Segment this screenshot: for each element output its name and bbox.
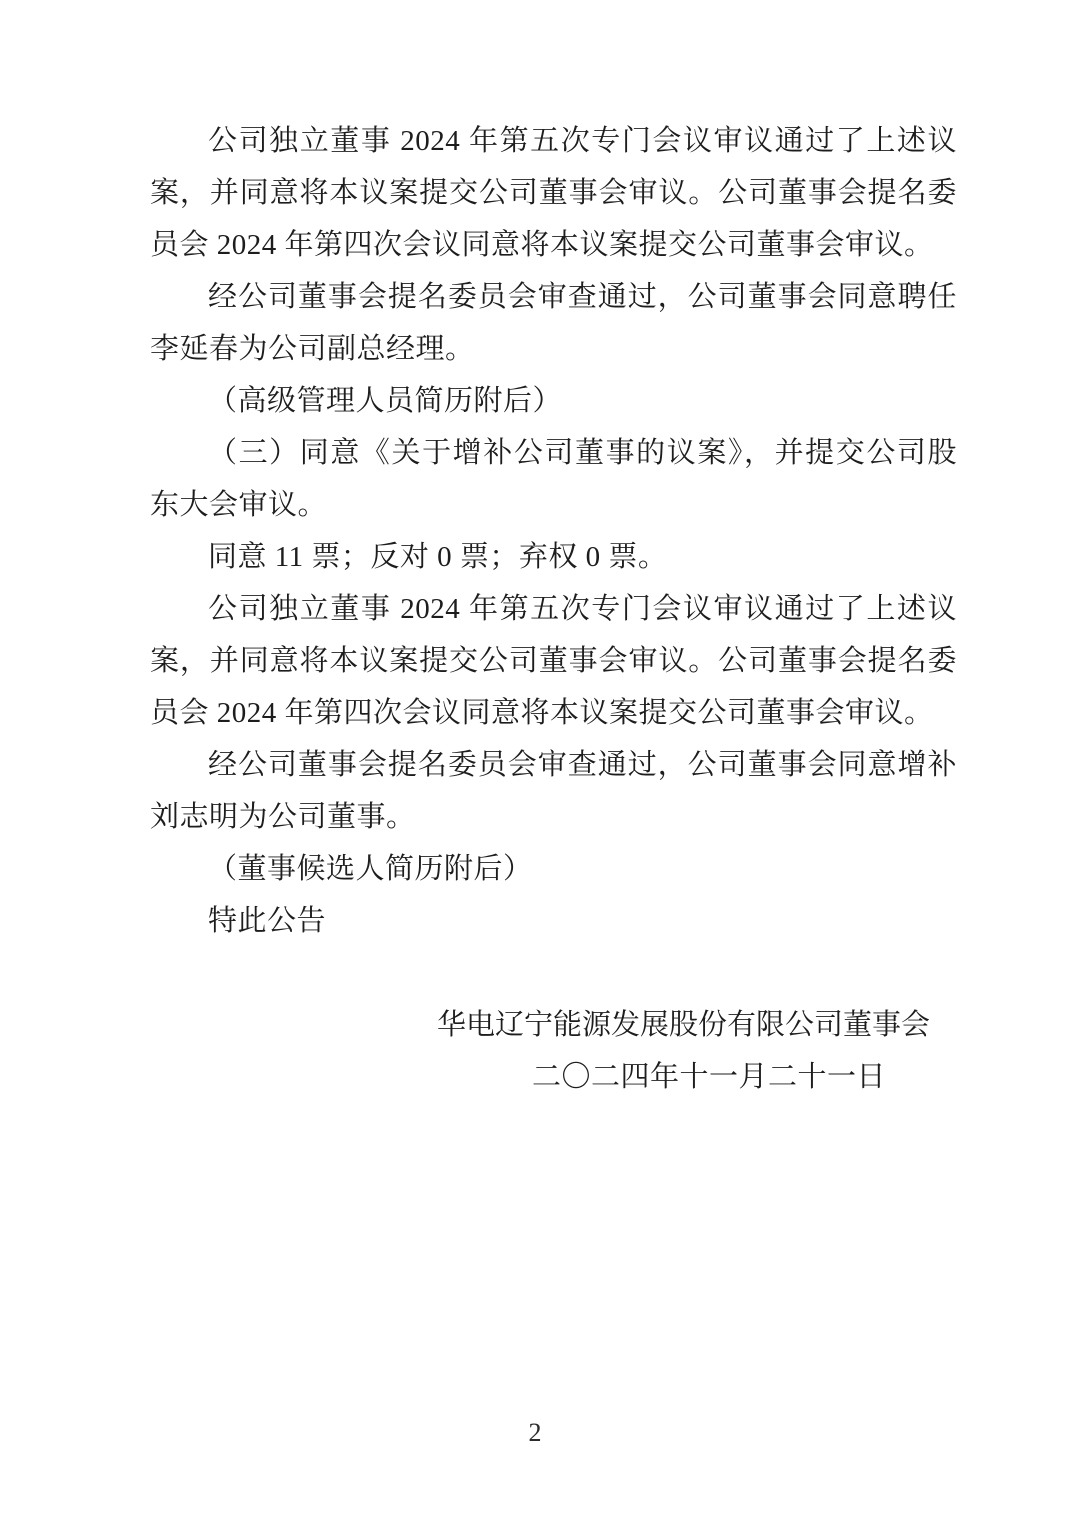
paragraph-senior-manager-resume-note: （高级管理人员简历附后） — [208, 385, 563, 417]
paragraph-vote-result: 同意 11 票；反对 0 票；弃权 0 票。 — [208, 541, 668, 573]
paragraph-director-candidate-resume-note: （董事候选人简历附后） — [208, 853, 533, 885]
page-number: 2 — [528, 1418, 542, 1447]
signature-block — [150, 999, 957, 1103]
paragraph-appointment-li-yanchun: 经公司董事会提名委员会审查通过，公司董事会同意聘任李延春为公司副总经理。 — [150, 281, 957, 365]
paragraph-item-three-proposal: （三）同意《关于增补公司董事的议案》，并提交公司股东大会审议。 — [150, 437, 957, 521]
paragraph-resolution-approval-1: 公司独立董事 2024 年第五次专门会议审议通过了上述议案，并同意将本议案提交公司董事会审议。公司董事会提名委员会 2024 年第四次会议同意将本议案提交公司董事会审议。 — [150, 125, 957, 261]
signature-company: 华电辽宁能源发展股份有限公司董事会 — [436, 1009, 930, 1041]
signature-date: 二〇二四年十一月二十一日 — [531, 1061, 886, 1093]
document-body — [150, 115, 957, 1103]
paragraph-announcement-closing: 特此公告 — [208, 905, 327, 937]
paragraph-appointment-liu-zhiming: 经公司董事会提名委员会审查通过，公司董事会同意增补刘志明为公司董事。 — [150, 749, 957, 833]
paragraph-resolution-approval-2: 公司独立董事 2024 年第五次专门会议审议通过了上述议案，并同意将本议案提交公司董事会审议。公司董事会提名委员会 2024 年第四次会议同意将本议案提交公司董事会审议。 — [150, 593, 957, 729]
